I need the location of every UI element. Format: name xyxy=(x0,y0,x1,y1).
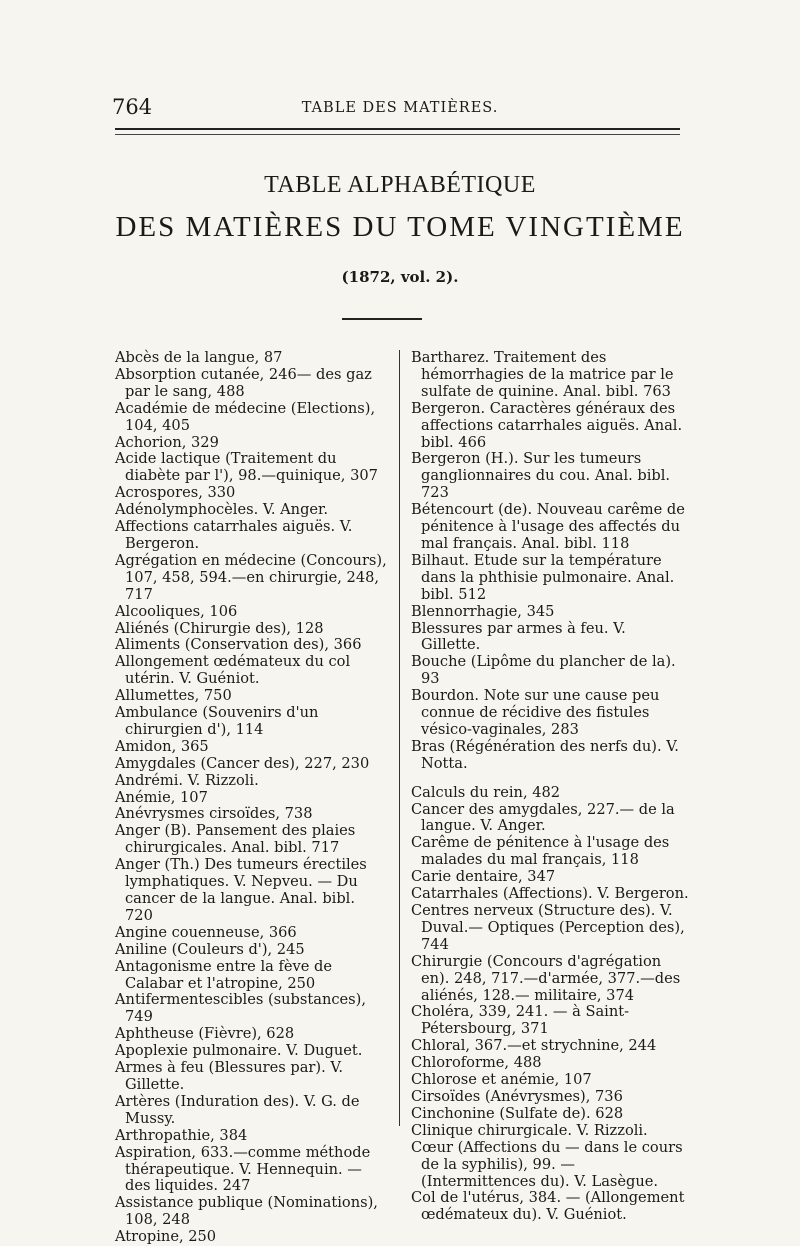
index-entry: Bouche (Lipôme du plancher de la). 93 xyxy=(411,653,676,688)
index-entry: Achorion, 329 xyxy=(115,433,219,451)
index-entry: Clinique chirurgicale. V. Rizzoli. xyxy=(411,1121,648,1139)
index-entry: Amidon, 365 xyxy=(115,737,209,755)
index-entry: Aliénés (Chirurgie des), 128 xyxy=(115,619,324,637)
index-entry: Apoplexie pulmonaire. V. Duguet. xyxy=(115,1042,363,1060)
index-entry: Antifermentescibles (substances), 749 xyxy=(115,991,366,1026)
index-entry: Blessures par armes à feu. V. Gillette. xyxy=(411,619,626,654)
index-entry: Acrospores, 330 xyxy=(115,484,236,502)
index-entry: Aniline (Couleurs d'), 245 xyxy=(115,940,305,958)
index-entry: Acide lactique (Traitement du diabète par l'), 98.—quinique, 307 xyxy=(115,450,378,485)
index-entry: Affections catarrhales aiguës. V. Bergeron. xyxy=(115,518,353,552)
index-entry: Chirurgie (Concours d'agrégation en). 248, 717.—d'armée, 377.—des aliénés, 128.— militaire, 374 xyxy=(411,952,681,1004)
index-entry: Allumettes, 750 xyxy=(115,687,232,705)
index-entry: Col de l'utérus, 384. — (Allongement œdémateux du). V. Guéniot. xyxy=(411,1189,685,1224)
index-entry: Aspiration, 633.—comme méthode thérapeutique. V. Hennequin. — des liquides. 247 xyxy=(115,1143,371,1195)
index-entry: Adénolymphocèles. V. Anger. xyxy=(115,501,329,519)
index-entry: Bétencourt (de). Nouveau carême de pénitence à l'usage des affectés du mal français. Anal. bibl. 118 xyxy=(411,501,685,552)
index-entry: Amygdales (Cancer des), 227, 230 xyxy=(115,754,370,772)
index-entry: Aphtheuse (Fièvre), 628 xyxy=(115,1025,295,1043)
index-entry: Anger (B). Pansement des plaies chirurgicales. Anal. bibl. 717 xyxy=(115,822,356,857)
column-divider xyxy=(399,350,400,1126)
index-entry: Angine couenneuse, 366 xyxy=(115,923,297,941)
index-entry: Alcooliques, 106 xyxy=(115,602,238,620)
index-entry: Antagonisme entre la fève de Calabar et l'atropine, 250 xyxy=(115,957,332,992)
index-entry: Anévrysmes cirsoïdes, 738 xyxy=(115,805,313,823)
section-gap xyxy=(411,773,689,785)
section-subtitle: (1872, vol. 2). xyxy=(341,268,459,286)
index-entry: Chloroforme, 488 xyxy=(411,1054,542,1072)
index-entry: Anger (Th.) Des tumeurs érectiles lymphatiques. V. Nepveu. — Du cancer de la langue. Anal. bibl. 720 xyxy=(115,856,367,924)
index-entry: Académie de médecine (Elections), 104, 405 xyxy=(115,399,376,434)
index-entry: Cancer des amygdales, 227.— de la langue. V. Anger. xyxy=(411,800,675,835)
index-entry: Carie dentaire, 347 xyxy=(411,868,556,886)
index-column-right xyxy=(411,350,689,1224)
header-rule-thin xyxy=(115,134,680,135)
index-entry: Artères (Induration des). V. G. de Mussy. xyxy=(115,1092,360,1127)
index-entry: Choléra, 339, 241. — à Saint-Pétersbourg, 371 xyxy=(411,1003,630,1038)
title-rule xyxy=(342,318,422,320)
index-entry: Anémie, 107 xyxy=(115,788,208,806)
index-entry: Bilhaut. Etude sur la température dans la phthisie pulmonaire. Anal. bibl. 512 xyxy=(411,551,675,603)
index-entry: Blennorrhagie, 345 xyxy=(411,602,555,620)
index-entry: Bras (Régénération des nerfs du). V. Notta. xyxy=(411,737,679,772)
index-entry: Bourdon. Note sur une cause peu connue de récidive des fistules vésico-vaginales, 283 xyxy=(411,687,660,738)
index-entry: Cirsoïdes (Anévrysmes), 736 xyxy=(411,1087,623,1105)
index-entry: Carême de pénitence à l'usage des malades du mal français, 118 xyxy=(411,834,670,869)
index-entry: Armes à feu (Blessures par). V. Gillette. xyxy=(115,1059,343,1093)
index-entry: Absorption cutanée, 246— des gaz par le sang, 488 xyxy=(115,365,372,400)
index-entry: Arthropathie, 384 xyxy=(115,1126,248,1144)
index-column-left xyxy=(115,350,387,1246)
index-entry: Assistance publique (Nominations), 108, 248 xyxy=(115,1194,378,1229)
index-entry: Cinchonine (Sulfate de). 628 xyxy=(411,1104,624,1122)
page-number: 764 xyxy=(112,95,153,119)
running-head xyxy=(112,95,688,121)
index-entry: Centres nerveux (Structure des). V. Duval.— Optiques (Perception des), 744 xyxy=(411,902,685,953)
index-entry: Aliments (Conservation des), 366 xyxy=(115,636,362,654)
index-entry: Calculs du rein, 482 xyxy=(411,783,561,801)
index-entry: Agrégation en médecine (Concours), 107, 458, 594.—en chirurgie, 248, 717 xyxy=(115,551,387,603)
index-entry: Chlorose et anémie, 107 xyxy=(411,1071,592,1089)
index-entry: Ambulance (Souvenirs d'un chirurgien d'), 114 xyxy=(115,704,319,738)
index-entry: Chloral, 367.—et strychnine, 244 xyxy=(411,1037,657,1055)
index-entry: Cœur (Affections du — dans le cours de la syphilis), 99. — (Intermittences du). V. Lasègue. xyxy=(411,1138,683,1190)
index-entry: Bergeron (H.). Sur les tumeurs ganglionnaires du cou. Anal. bibl. 723 xyxy=(411,450,671,502)
header-rule xyxy=(115,128,680,130)
section-title-line1: TABLE ALPHABÉTIQUE xyxy=(264,172,536,198)
index-entry: Andrémi. V. Rizzoli. xyxy=(115,771,259,789)
index-entry: Catarrhales (Affections). V. Bergeron. xyxy=(411,885,689,903)
index-entry: Abcès de la langue, 87 xyxy=(115,349,283,366)
index-entry: Atropine, 250 xyxy=(115,1228,217,1246)
index-entry: Allongement œdémateux du col utérin. V. Guéniot. xyxy=(115,653,351,688)
index-entry: Bartharez. Traitement des hémorrhagies de la matrice par le sulfate de quinine. Anal. bibl. 763 xyxy=(411,349,674,400)
running-title: TABLE DES MATIÈRES. xyxy=(301,100,499,116)
section-title-line2: DES MATIÈRES DU TOME VINGTIÈME xyxy=(115,211,685,243)
index-entry: Bergeron. Caractères généraux des affections catarrhales aiguës. Anal. bibl. 466 xyxy=(411,399,683,451)
